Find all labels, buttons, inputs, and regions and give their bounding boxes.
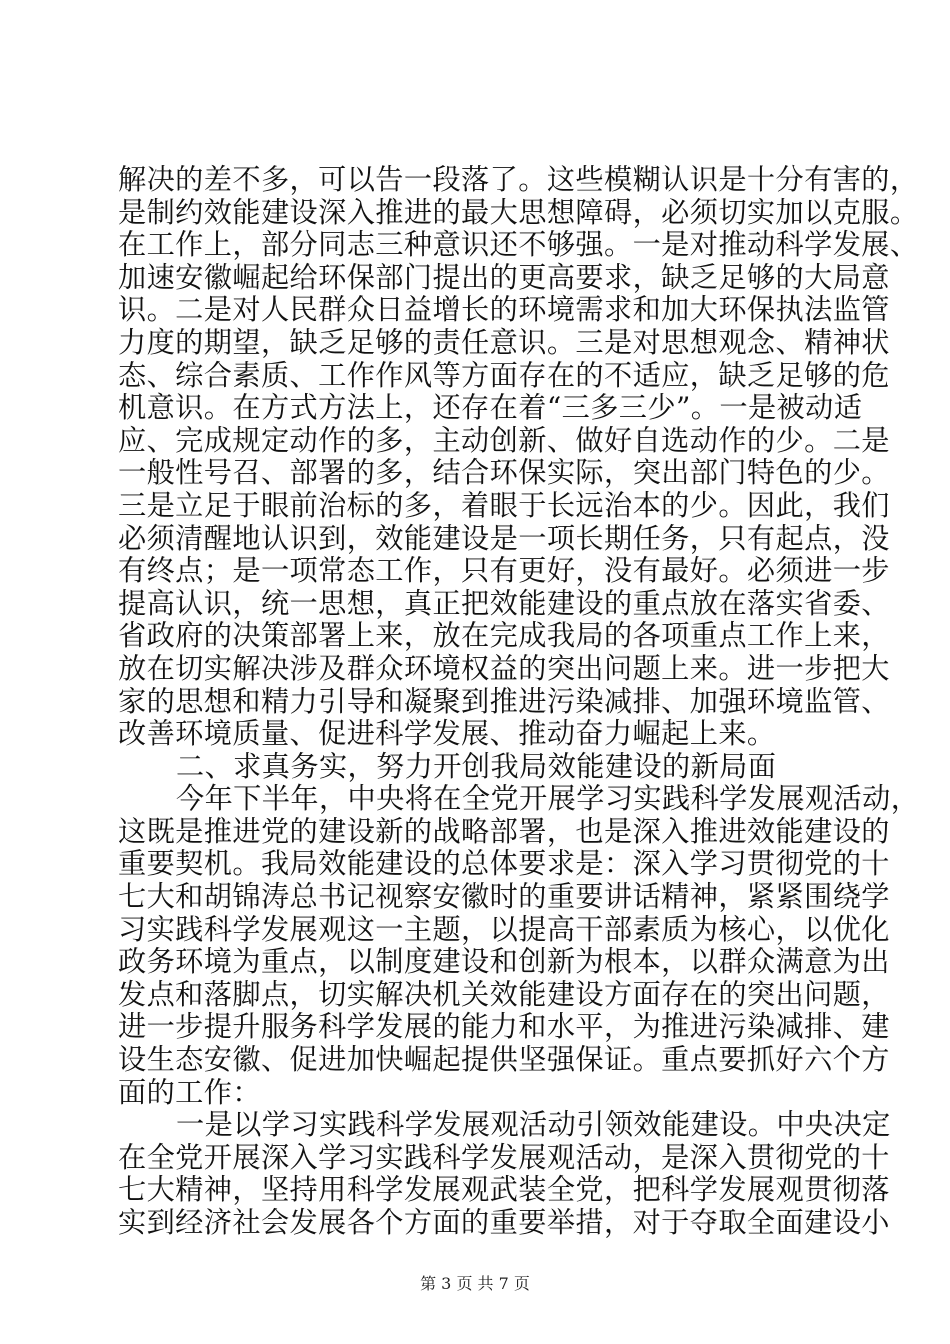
page-number-footer: 第 3 页 共 7 页 bbox=[420, 1274, 530, 1293]
text-line: 三是立足于眼前治标的多，着眼于长远治本的少。因此，我们 bbox=[118, 488, 890, 522]
text-line: 七大精神，坚持用科学发展观武装全党，把科学发展观贯彻落 bbox=[118, 1173, 890, 1207]
text-line: 是制约效能建设深入推进的最大思想障碍，必须切实加以克服。 bbox=[118, 195, 919, 229]
text-line: 发点和落脚点，切实解决机关效能建设方面存在的突出问题， bbox=[118, 977, 890, 1011]
text-line: 面的工作： bbox=[118, 1075, 261, 1109]
text-line: 家的思想和精力引导和凝聚到推进污染减排、加强环境监管、 bbox=[118, 684, 890, 718]
text-line: 机意识。在方式方法上，还存在着“三多三少”。一是被动适 bbox=[118, 391, 863, 425]
text-line: 态、综合素质、工作作风等方面存在的不适应，缺乏足够的危 bbox=[118, 358, 890, 392]
text-line: 解决的差不多，可以告一段落了。这些模糊认识是十分有害的， bbox=[118, 163, 919, 196]
text-line: 应、完成规定动作的多，主动创新、做好自选动作的少。二是 bbox=[118, 423, 890, 457]
text-line: 力度的期望，缺乏足够的责任意识。三是对思想观念、精神状 bbox=[118, 325, 890, 359]
text-line: 这既是推进党的建设新的战略部署，也是深入推进效能建设的 bbox=[118, 814, 890, 848]
text-line: 今年下半年，中央将在全党开展学习实践科学发展观活动， bbox=[176, 782, 920, 816]
text-line: 有终点；是一项常态工作，只有更好，没有最好。必须进一步 bbox=[118, 554, 890, 588]
text-line: 政务环境为重点，以制度建设和创新为根本，以群众满意为出 bbox=[118, 945, 890, 979]
text-line: 在全党开展深入学习实践科学发展观活动，是深入贯彻党的十 bbox=[118, 1140, 890, 1174]
text-line: 一般性号召、部署的多，结合环保实际，突出部门特色的少。 bbox=[118, 456, 890, 490]
text-line: 改善环境质量、促进科学发展、推动奋力崛起上来。 bbox=[118, 717, 776, 751]
text-line: 七大和胡锦涛总书记视察安徽时的重要讲话精神，紧紧围绕学 bbox=[118, 880, 890, 914]
text-line: 提高认识，统一思想，真正把效能建设的重点放在落实省委、 bbox=[118, 586, 890, 620]
text-line: 习实践科学发展观这一主题，以提高干部素质为核心，以优化 bbox=[118, 912, 890, 946]
text-line: 识。二是对人民群众日益增长的环境需求和加大环保执法监管 bbox=[118, 293, 890, 327]
text-line: 一是以学习实践科学发展观活动引领效能建设。中央决定 bbox=[176, 1108, 891, 1142]
body-text bbox=[118, 163, 920, 1240]
text-line: 必须清醒地认识到，效能建设是一项长期任务，只有起点，没 bbox=[118, 521, 890, 555]
section-heading: 二、求真务实，努力开创我局效能建设的新局面 bbox=[176, 749, 777, 783]
text-line: 进一步提升服务科学发展的能力和水平，为推进污染减排、建 bbox=[118, 1010, 890, 1044]
text-line: 加速安徽崛起给环保部门提出的更高要求，缺乏足够的大局意 bbox=[118, 260, 890, 294]
text-line: 实到经济社会发展各个方面的重要举措，对于夺取全面建设小 bbox=[118, 1206, 890, 1239]
text-line: 重要契机。我局效能建设的总体要求是：深入学习贯彻党的十 bbox=[118, 847, 890, 881]
text-line: 设生态安徽、促进加快崛起提供坚强保证。重点要抓好六个方 bbox=[118, 1043, 890, 1077]
text-line: 在工作上，部分同志三种意识还不够强。一是对推动科学发展、 bbox=[118, 228, 919, 262]
text-line: 省政府的决策部署上来，放在完成我局的各项重点工作上来， bbox=[118, 619, 890, 653]
text-line: 放在切实解决涉及群众环境权益的突出问题上来。进一步把大 bbox=[118, 651, 890, 685]
